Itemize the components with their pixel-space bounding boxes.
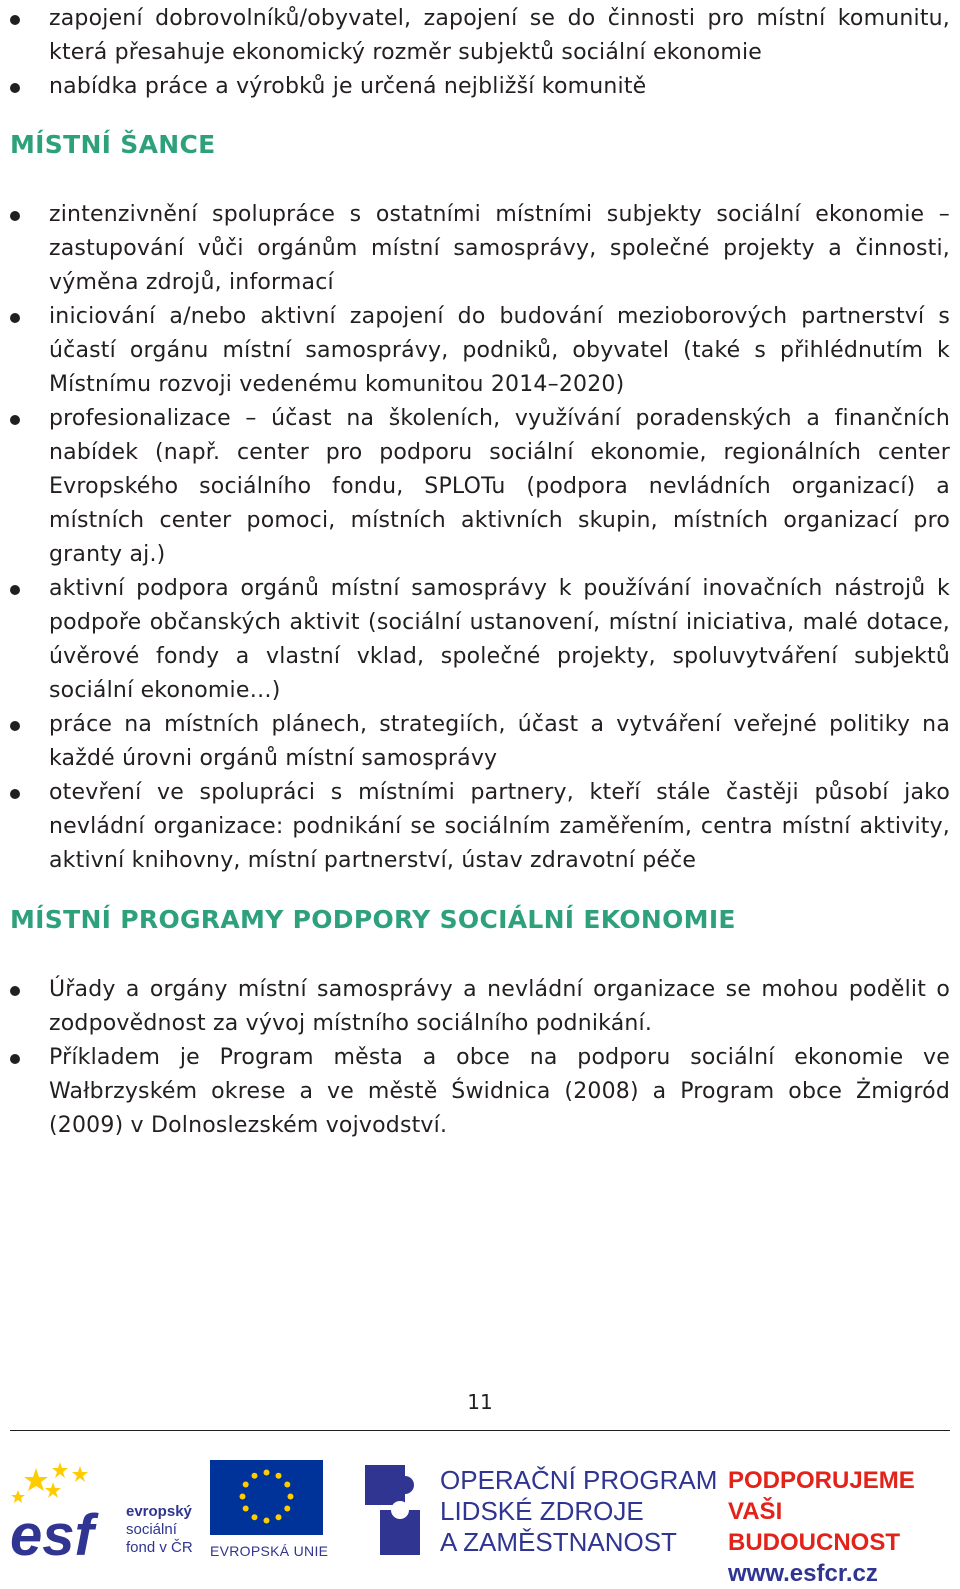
eu-label: EVROPSKÁ UNIE bbox=[210, 1543, 329, 1559]
op-line-1: OPERAČNÍ PROGRAM bbox=[440, 1465, 718, 1495]
list-item: aktivní podpora orgánů místní samosprávy k používání inovačních nástrojů k podpoře občanských aktivit (sociální ustanovení, místní iniciativa, malé dotace, úvěrové fondy a vlastní vklad, společné projekty, spoluvytváření subjektů sociální ekonomie…) bbox=[0, 572, 950, 708]
list-item: Příkladem je Program města a obce na podporu sociální ekonomie ve Wałbrzyském okrese a ve městě Świdnica (2008) a Program obce Żmigród (2009) v Dolnoslezském vojvodství. bbox=[0, 1041, 950, 1143]
op-line-2: LIDSKÉ ZDROJE bbox=[440, 1496, 644, 1526]
svg-text:esf: esf bbox=[10, 1503, 94, 1560]
list-item: profesionalizace – účast na školeních, využívání poradenských a finančních nabídek (např. center pro podporu sociální ekonomie, regionálních center Evropského sociálního fondu, SPLOTu (podpora nevládních organizací) a místních center pomoci, místních aktivních skupin, místních organizací pro granty aj.) bbox=[0, 402, 950, 572]
esf-logo-icon bbox=[8, 1460, 113, 1560]
eu-flag-icon bbox=[210, 1460, 323, 1535]
support-line-1: PODPORUJEME bbox=[728, 1467, 915, 1494]
list-item: Úřady a orgány místní samosprávy a nevládní organizace se mohou podělit o zodpovědnost za vývoj místního sociálního podnikání. bbox=[0, 973, 950, 1041]
op-program-text bbox=[440, 1465, 717, 1558]
list-item: nabídka práce a výrobků je určená nejbližší komunitě bbox=[0, 70, 950, 104]
esf-line-1: evropský bbox=[126, 1503, 192, 1520]
support-line-2: VAŠI BUDOUCNOST bbox=[728, 1498, 900, 1556]
section-heading-mistni-programy: MÍSTNÍ PROGRAMY PODPORY SOCIÁLNÍ EKONOMIE bbox=[10, 905, 736, 934]
section-heading-mistni-sance: MÍSTNÍ ŠANCE bbox=[10, 130, 216, 159]
list-item: zintenzivnění spolupráce s ostatními místními subjekty sociální ekonomie – zastupování vůči orgánům místní samosprávy, společné projekty a činnosti, výměna zdrojů, informací bbox=[0, 198, 950, 300]
support-url-link[interactable]: www.esfcr.cz bbox=[728, 1560, 878, 1587]
intro-list bbox=[0, 2, 950, 104]
page-divider bbox=[10, 1430, 950, 1431]
page-number: 11 bbox=[467, 1390, 493, 1414]
mistni-programy-list bbox=[0, 973, 950, 1143]
esf-logo-text bbox=[126, 1503, 193, 1557]
esf-line-2: sociální bbox=[126, 1521, 177, 1538]
op-line-3: A ZAMĚSTNANOST bbox=[440, 1527, 677, 1557]
esf-line-3: fond v ČR bbox=[126, 1539, 193, 1556]
footer-logos bbox=[0, 1455, 960, 1587]
support-slogan bbox=[728, 1465, 960, 1589]
list-item: práce na místních plánech, strategiích, účast a vytváření veřejné politiky na každé úrovni orgánů místní samosprávy bbox=[0, 708, 950, 776]
op-puzzle-logo-icon bbox=[360, 1460, 430, 1560]
list-item: iniciování a/nebo aktivní zapojení do budování mezioborových partnerství s účastí orgánu místní samosprávy, podniků, obyvatel (také s přihlédnutím k Místnímu rozvoji vedenému komunitou 2014–2020) bbox=[0, 300, 950, 402]
mistni-sance-list bbox=[0, 198, 950, 878]
list-item: otevření ve spolupráci s místními partnery, kteří stále častěji působí jako nevládní organizace: podnikání se sociálním zaměřením, centra místní aktivity, aktivní knihovny, místní partnerství, ústav zdravotní péče bbox=[0, 776, 950, 878]
list-item: zapojení dobrovolníků/obyvatel, zapojení se do činnosti pro místní komunitu, která přesahuje ekonomický rozměr subjektů sociální ekonomie bbox=[0, 2, 950, 70]
